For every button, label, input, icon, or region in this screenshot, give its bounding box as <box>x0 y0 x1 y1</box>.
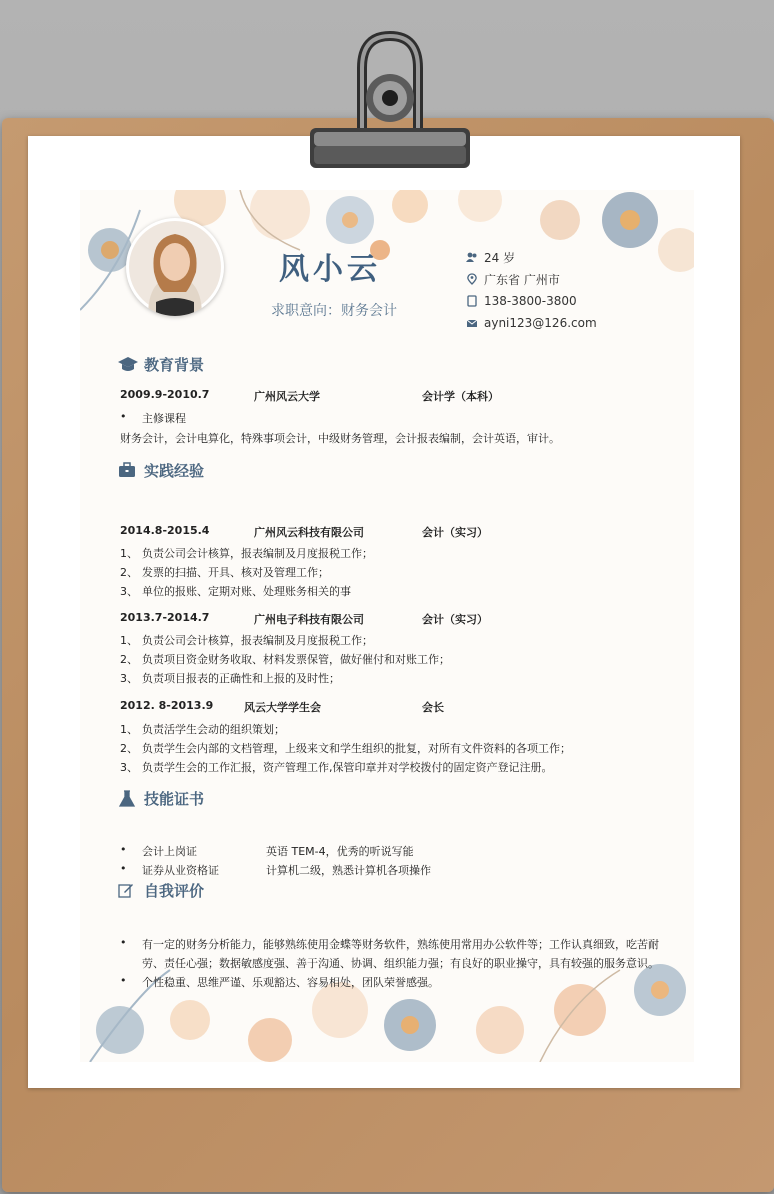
section-experience-label: 实践经验 <box>144 462 205 480</box>
section-education-title <box>118 354 204 375</box>
phone-text: 138-3800-3800 <box>484 294 577 308</box>
education-courses: 财务会计，会计电算化，特殊事项会计，中级财务管理，会计报表编制，会计英语，审计。 <box>120 432 560 445</box>
skill-row2-left: • 证券从业资格证 <box>142 862 219 878</box>
job2-period: 2013.7-2014.7 <box>120 611 210 624</box>
education-period: 2009.9-2010.7 <box>120 388 210 401</box>
skill-row2-right: 计算机二级，熟悉计算机各项操作 <box>266 864 431 877</box>
education-course-label: • 主修课程 <box>142 410 186 426</box>
job1-company: 广州风云科技有限公司 <box>254 526 364 539</box>
email-text: ayni123@126.com <box>484 316 597 330</box>
job1-item-3: 单位的报账、定期对账、处理账务相关的事 <box>142 585 351 598</box>
job2-number-1: 1、 <box>120 634 138 647</box>
flask-icon <box>118 790 138 808</box>
job2-number-3: 3、 <box>120 672 138 685</box>
phone-icon <box>466 295 478 307</box>
job1-period: 2014.8-2015.4 <box>120 524 210 537</box>
job2-role: 会计（实习） <box>422 613 488 626</box>
education-school: 广州风云大学 <box>254 390 320 403</box>
graduation-cap-icon <box>118 356 138 374</box>
job2-company: 广州电子科技有限公司 <box>254 613 364 626</box>
avatar <box>126 218 224 316</box>
section-self-eval-label: 自我评价 <box>144 882 205 900</box>
contact-email-row <box>466 312 597 334</box>
job1-item-2: 发票的扫描、开具、核对及管理工作； <box>142 566 329 579</box>
edit-icon <box>118 882 138 900</box>
section-skills-title <box>118 788 204 809</box>
job2-number-2: 2、 <box>120 653 138 666</box>
job2-item-1: 负责公司会计核算，报表编制及月度报税工作； <box>142 634 373 647</box>
education-major: 会计学（本科） <box>422 390 499 403</box>
job3-number-1: 1、 <box>120 723 138 736</box>
job1-number-1: 1、 <box>120 547 138 560</box>
contact-age-row <box>466 246 597 268</box>
self-eval-line3: • 个性稳重、思维严谨、乐观豁达、容易相处，团队荣誉感强。 <box>142 974 439 990</box>
job2-item-3: 负责项目报表的正确性和上报的及时性； <box>142 672 340 685</box>
self-eval-line1: • 有一定的财务分析能力，能够熟练使用金蝶等财务软件，熟练使用常用办公软件等；工作认真细致，吃苦耐 <box>142 936 659 952</box>
binder-clip-icon <box>300 28 480 178</box>
mail-icon <box>466 317 478 329</box>
user-icon <box>466 251 478 263</box>
job1-number-3: 3、 <box>120 585 138 598</box>
job1-role: 会计（实习） <box>422 526 488 539</box>
job3-period: 2012. 8-2013.9 <box>120 699 214 712</box>
contact-location-row <box>466 268 597 290</box>
job3-number-3: 3、 <box>120 761 138 774</box>
location-text: 广东省 广州市 <box>484 272 560 287</box>
contact-info <box>466 246 597 334</box>
section-skills-label: 技能证书 <box>144 790 205 808</box>
resume-sheet <box>80 190 694 1062</box>
location-pin-icon <box>466 273 478 285</box>
skill-row1-left: • 会计上岗证 <box>142 843 197 859</box>
section-experience-title <box>118 460 204 481</box>
briefcase-icon <box>118 462 138 480</box>
section-education-label: 教育背景 <box>144 356 205 374</box>
job1-number-2: 2、 <box>120 566 138 579</box>
age-text: 24 岁 <box>484 250 516 265</box>
job3-company: 风云大学学生会 <box>244 701 321 714</box>
job1-item-1: 负责公司会计核算，报表编制及月度报税工作； <box>142 547 373 560</box>
skill-row1-right: 英语 TEM-4，优秀的听说写能 <box>266 845 414 858</box>
self-eval-line2: 劳、责任心强；数据敏感度强、善于沟通、协调、组织能力强；有良好的职业操守，具有较强的服务意识。 <box>142 957 659 970</box>
job2-item-2: 负责项目资金财务收取、材料发票保管，做好催付和对账工作； <box>142 653 450 666</box>
job-intention: 求职意向：财务会计 <box>271 303 397 319</box>
job3-role: 会长 <box>422 701 444 714</box>
section-self-eval-title <box>118 880 204 901</box>
candidate-name: 风小云 <box>279 252 381 287</box>
contact-phone-row <box>466 290 597 312</box>
job3-item-2: 负责学生会内部的文档管理，上级来文和学生组织的批复，对所有文件资料的各项工作； <box>142 742 571 755</box>
job3-item-3: 负责学生会的工作汇报，资产管理工作,保管印章并对学校拨付的固定资产登记注册。 <box>142 761 553 774</box>
job3-item-1: 负责活学生会动的组织策划； <box>142 723 285 736</box>
job3-number-2: 2、 <box>120 742 138 755</box>
